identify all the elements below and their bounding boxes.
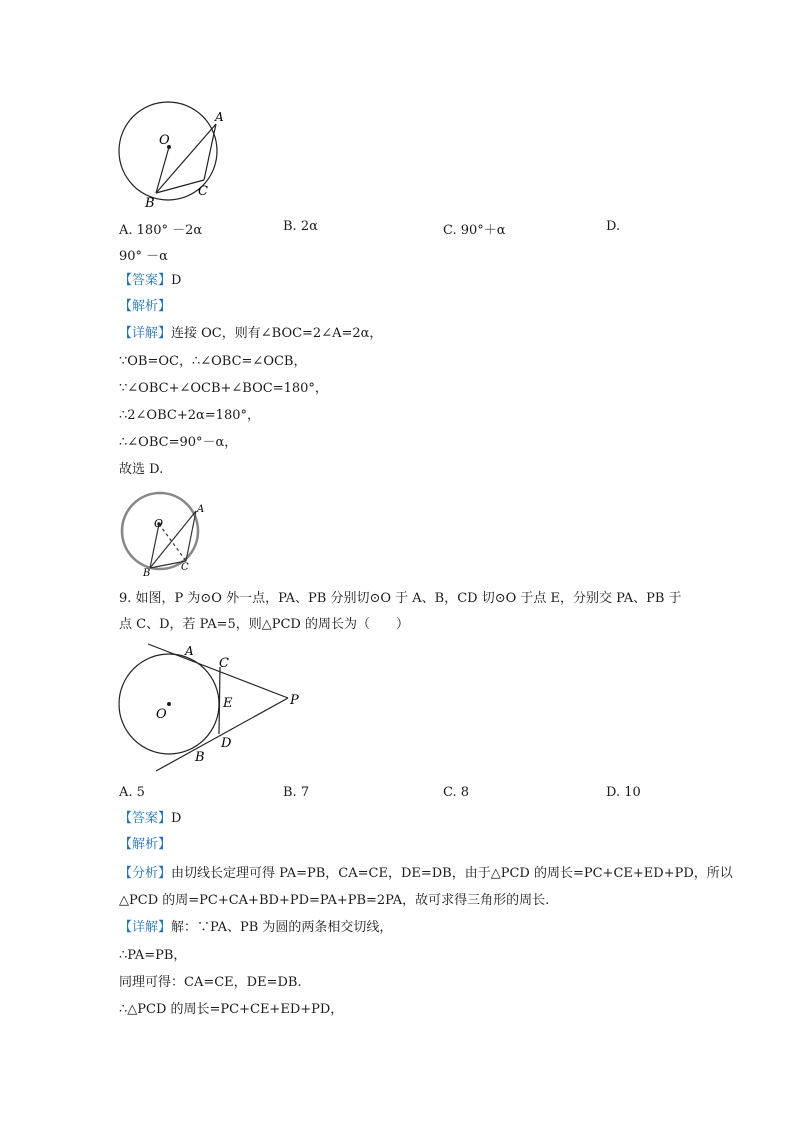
detail-tag: 【详解】 [119, 920, 172, 935]
step-line: 同理可得：CA=CE，DE=DB. [119, 975, 302, 990]
option-a: A. 5 [119, 785, 145, 800]
figure-circle-oc-dashed [112, 488, 212, 580]
label-o: O [156, 707, 167, 722]
answer-value: D [171, 811, 182, 826]
tangent-pb [156, 698, 288, 771]
answer-line [119, 272, 181, 290]
question-stem: 9. 如图，P 为⊙O 外一点，PA、PB 分别切⊙O 于 A、B，CD 切⊙O 于点 E，分别交 PA、PB 于 [119, 591, 682, 606]
option-a: A. 180° －2α [119, 223, 203, 238]
label-b: B [195, 750, 205, 765]
label-a: A [197, 504, 205, 515]
option-b: B. 2α [283, 219, 318, 234]
fenxi-tag: 【分析】 [119, 866, 172, 881]
answer-value: D [171, 273, 182, 288]
detail-first: 解：∵PA、PB 为圆的两条相交切线， [171, 920, 393, 935]
figure-circle-oabc [112, 96, 230, 212]
label-c: C [219, 656, 229, 671]
fenxi-text: 由切线长定理可得 PA=PB，CA=CE，DE=DB，由于△PCD 的周长=PC+CE+ED+PD，所以 [171, 866, 733, 881]
label-c: C [198, 184, 208, 199]
label-a: A [185, 644, 194, 658]
answer-tag: 【答案】 [119, 273, 172, 288]
step-line: ∴2∠OBC+2α=180°， [119, 408, 260, 423]
step-line: ∴△PCD 的周长=PC+CE+ED+PD， [119, 1002, 344, 1017]
option-b: B. 7 [283, 785, 310, 800]
label-c: C [181, 562, 189, 573]
step-line: 故选 D. [119, 462, 164, 477]
step-line: ∵OB=OC，∴∠OBC=∠OCB， [119, 354, 307, 369]
figure-tangents-pcd [112, 640, 308, 778]
label-a: A [215, 110, 224, 124]
label-b: B [143, 568, 151, 579]
option-d-value: 90° －α [119, 249, 168, 264]
detail-tag: 【详解】 [119, 326, 172, 341]
answer-line [119, 810, 181, 828]
step-line: ∴PA=PB， [119, 948, 187, 963]
option-c: C. 8 [443, 785, 470, 800]
question-stem: 点 C、D，若 PA=5，则△PCD 的周长为（ ） [119, 617, 409, 632]
label-d: D [221, 736, 232, 751]
detail-line [119, 325, 382, 343]
option-d: D. 10 [606, 785, 641, 800]
fenxi-line: △PCD 的周=PC+CA+BD+PD=PA+PB=2PA，故可求得三角形的周长. [119, 893, 550, 908]
center-point [167, 702, 171, 706]
label-o: O [154, 517, 164, 530]
segment-ob [150, 524, 159, 568]
tangent-pa [148, 644, 288, 698]
detail-first: 连接 OC，则有∠BOC=2∠A=2α， [171, 326, 383, 341]
analysis-tag: 【解析】 [119, 299, 172, 314]
option-c: C. 90°＋α [443, 223, 506, 238]
segment-ac [204, 124, 216, 180]
detail-line [119, 919, 392, 937]
analysis-tag: 【解析】 [119, 837, 172, 852]
step-line: ∴∠OBC=90°－α， [119, 435, 238, 450]
label-o: O [159, 133, 170, 148]
answer-tag: 【答案】 [119, 811, 172, 826]
label-e: E [223, 696, 233, 711]
segment-oc-dashed [159, 524, 186, 561]
step-line: ∵∠OBC+∠OCB+∠BOC=180°， [119, 381, 328, 396]
segment-cd [219, 667, 220, 734]
option-d-letter: D. [606, 219, 621, 234]
fenxi-line [119, 865, 733, 883]
label-b: B [145, 196, 155, 211]
label-p: P [290, 693, 299, 708]
